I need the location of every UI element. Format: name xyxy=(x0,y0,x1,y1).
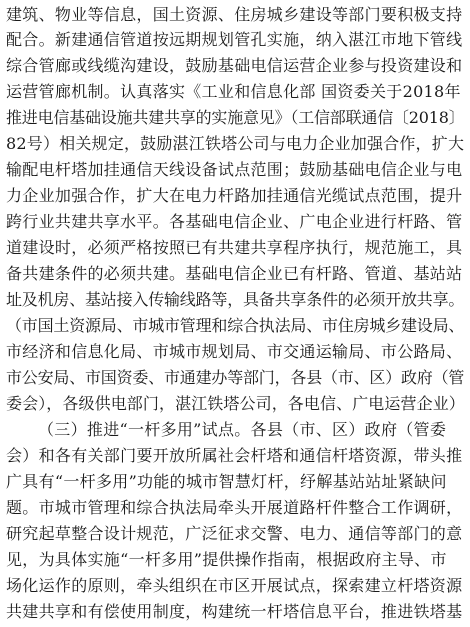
text-line: （三）推进“一杆多用”试点。各县（市、区）政府（管委 xyxy=(38,420,447,439)
text-line: 推进电信基础设施共建共享的实施意见》（工信部联通信〔2018〕 xyxy=(6,108,465,127)
text-line: 配合。新建通信管道按远期规划管孔实施，纳入湛江市地下管线 xyxy=(6,30,463,49)
text-line: 址及机房、基站接入传输线路等，具备共享条件的必须开放共享。 xyxy=(6,290,465,309)
text-line: 市经济和信息化局、市城市规划局、市交通运输局、市公路局、 xyxy=(6,342,463,361)
text-line: 道建设时，必须严格按照已有共建共享程序执行，规范施工，具 xyxy=(6,238,463,257)
text-line: 见，为具体实施“一杆多用”提供操作指南，根据政府主导、市 xyxy=(6,550,447,569)
text-line: （市国土资源局、市城市管理和综合执法局、市住房城乡建设局、 xyxy=(6,316,465,335)
text-line: 备共建条件的必须共建。基础电信企业已有杆路、管道、基站站 xyxy=(6,264,463,283)
text-line: 共建共享和有偿使用制度，构建统一杆塔信息平台，推进铁塔基 xyxy=(6,602,463,621)
text-line: 82号）相关规定，鼓励湛江铁塔公司与电力企业加强合作，扩大 xyxy=(6,134,465,153)
text-line: 场化运作的原则，牵头组织在市区开展试点，探索建立杆塔资源 xyxy=(6,576,463,595)
text-line: 运营管廊机制。认真落实《工业和信息化部 国资委关于2018年 xyxy=(6,82,461,101)
text-line: 综合管廊或线缆沟建设，鼓励基础电信运营企业参与投资建设和 xyxy=(6,56,463,75)
text-line: 会）和各有关部门要开放所属社会杆塔和通信杆塔资源，带头推 xyxy=(6,446,463,465)
text-line: 力企业加强合作，扩大在电力杆路加挂通信光缆试点范围，提升 xyxy=(6,186,463,205)
text-line: 题。市城市管理和综合执法局牵头开展道路杆件整合工作调研， xyxy=(6,498,463,517)
text-line: 研究起草整合设计规范，广泛征求交警、电力、通信等部门的意 xyxy=(6,524,463,543)
text-line: 跨行业共建共享水平。各基础电信企业、广电企业进行杆路、管 xyxy=(6,212,463,231)
text-line: 建筑、物业等信息，国土资源、住房城乡建设等部门要积极支持 xyxy=(6,5,463,24)
text-line: 市公安局、市国资委、市通建办等部门，各县（市、区）政府（管 xyxy=(6,368,465,387)
text-line: 输配电杆塔加挂通信天线设备试点范围；鼓励基础电信企业与电 xyxy=(6,160,463,179)
text-line: 委会），各级供电部门，湛江铁塔公司，各电信、广电运营企业） xyxy=(6,394,465,413)
text-line: 广具有“一杆多用”功能的城市智慧灯杆，纾解基站站址紧缺问 xyxy=(6,472,447,491)
